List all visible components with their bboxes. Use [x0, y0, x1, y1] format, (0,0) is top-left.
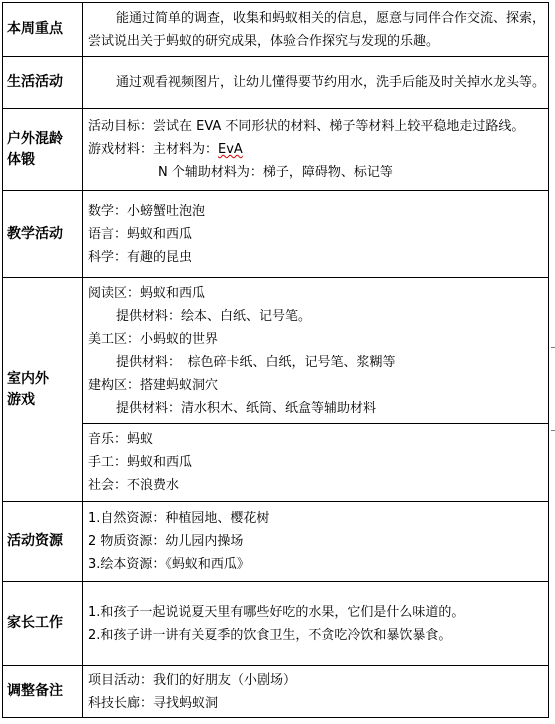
resource-item: 2 物质资源：幼儿园内操场: [88, 534, 244, 549]
zone-construction-materials: 提供材料：清水积木、纸筒、纸盒等辅助材料: [116, 400, 377, 416]
zone-art-materials: 提供材料： 棕色碎卡纸、白纸，记号笔、浆糊等: [116, 354, 396, 370]
outdoor-header-line2: 体锻: [7, 151, 35, 168]
row-adjustment-notes: [3, 666, 549, 718]
adjustment-notes-content: [83, 666, 549, 718]
page-edge-mark: [551, 430, 555, 431]
row-parent-work: [3, 582, 549, 666]
resource-item: 1.自然资源：种植园地、樱花树: [88, 511, 270, 526]
outdoor-materials-aux: N 个辅助材料为：梯子，障碍物、标记等: [158, 165, 393, 180]
outdoor-exercise-content: [83, 109, 549, 191]
weekly-plan-table: [2, 2, 549, 718]
resource-item: 3.绘本资源：《蚂蚁和西瓜》: [88, 557, 250, 572]
outdoor-materials-main: EvA: [218, 142, 243, 157]
note-item: 项目活动：我们的好朋友（小剧场）: [88, 672, 297, 688]
weekly-focus-text: 能通过简单的调查，收集和蚂蚁相关的信息，愿意与同伴合作交流、探索，尝试说出关于蚂蚁的研究成果，体验合作探究与发现的乐趣。: [83, 3, 549, 57]
teaching-activity-header: 教学活动: [3, 191, 83, 278]
zone-art: 美工区：小蚂蚁的世界: [88, 331, 219, 347]
weekly-focus-header: 本周重点: [3, 3, 83, 57]
life-activity-text: 通过观看视频图片，让幼儿懂得要节约用水，洗手后能及时关掉水龙头等。: [83, 57, 549, 109]
other-game-item: 社会：不浪费水: [88, 478, 180, 493]
indoor-games-header: [3, 278, 83, 502]
activity-resources-header: 活动资源: [3, 502, 83, 582]
teaching-item: 数学：小螃蟹吐泡泡: [88, 203, 206, 219]
adjustment-notes-header: 调整备注: [3, 666, 83, 718]
indoor-zones-content: [83, 278, 549, 424]
row-life-activity: [3, 57, 549, 109]
parent-work-content: [83, 582, 549, 666]
row-weekly-focus: [3, 3, 549, 57]
parent-work-item: 2.和孩子讲一讲有关夏季的饮食卫生，不贪吃冷饮和暴饮暴食。: [88, 627, 452, 643]
other-game-item: 手工：蚂蚁和西瓜: [88, 455, 193, 470]
row-indoor-outdoor-games: [3, 278, 549, 424]
indoor-header-line2: 游戏: [7, 391, 35, 408]
teaching-activity-content: [83, 191, 549, 278]
outdoor-header-line1: 户外混龄: [7, 130, 63, 147]
indoor-header-line1: 室内外: [7, 370, 49, 387]
activity-resources-content: [83, 502, 549, 582]
row-activity-resources: [3, 502, 549, 582]
page-edge-mark: [551, 347, 555, 348]
zone-construction: 建构区：搭建蚂蚁洞穴: [88, 377, 219, 393]
zone-reading-materials: 提供材料：绘本、白纸、记号笔。: [116, 308, 312, 324]
teaching-item: 语言：蚂蚁和西瓜: [88, 226, 193, 242]
parent-work-item: 1.和孩子一起说说夏天里有哪些好吃的水果，它们是什么味道的。: [88, 604, 465, 620]
outdoor-exercise-header: [3, 109, 83, 191]
parent-work-header: 家长工作: [3, 582, 83, 666]
life-activity-header: 生活活动: [3, 57, 83, 109]
indoor-other-content: [83, 424, 549, 502]
row-outdoor-exercise: [3, 109, 549, 191]
other-game-item: 音乐：蚂蚁: [88, 432, 154, 447]
outdoor-goal: 活动目标：尝试在 EVA 不同形状的材料、梯子等材料上较平稳地走过路线。: [88, 119, 525, 134]
note-item: 科技长廊：寻找蚂蚁洞: [88, 695, 219, 711]
row-indoor-games-other: [3, 424, 549, 502]
zone-reading: 阅读区：蚂蚁和西瓜: [88, 285, 206, 301]
teaching-item: 科学：有趣的昆虫: [88, 249, 193, 265]
outdoor-materials-line: [88, 138, 545, 161]
outdoor-materials-label: 游戏材料：主材料为：: [88, 142, 219, 157]
row-teaching-activity: [3, 191, 549, 278]
